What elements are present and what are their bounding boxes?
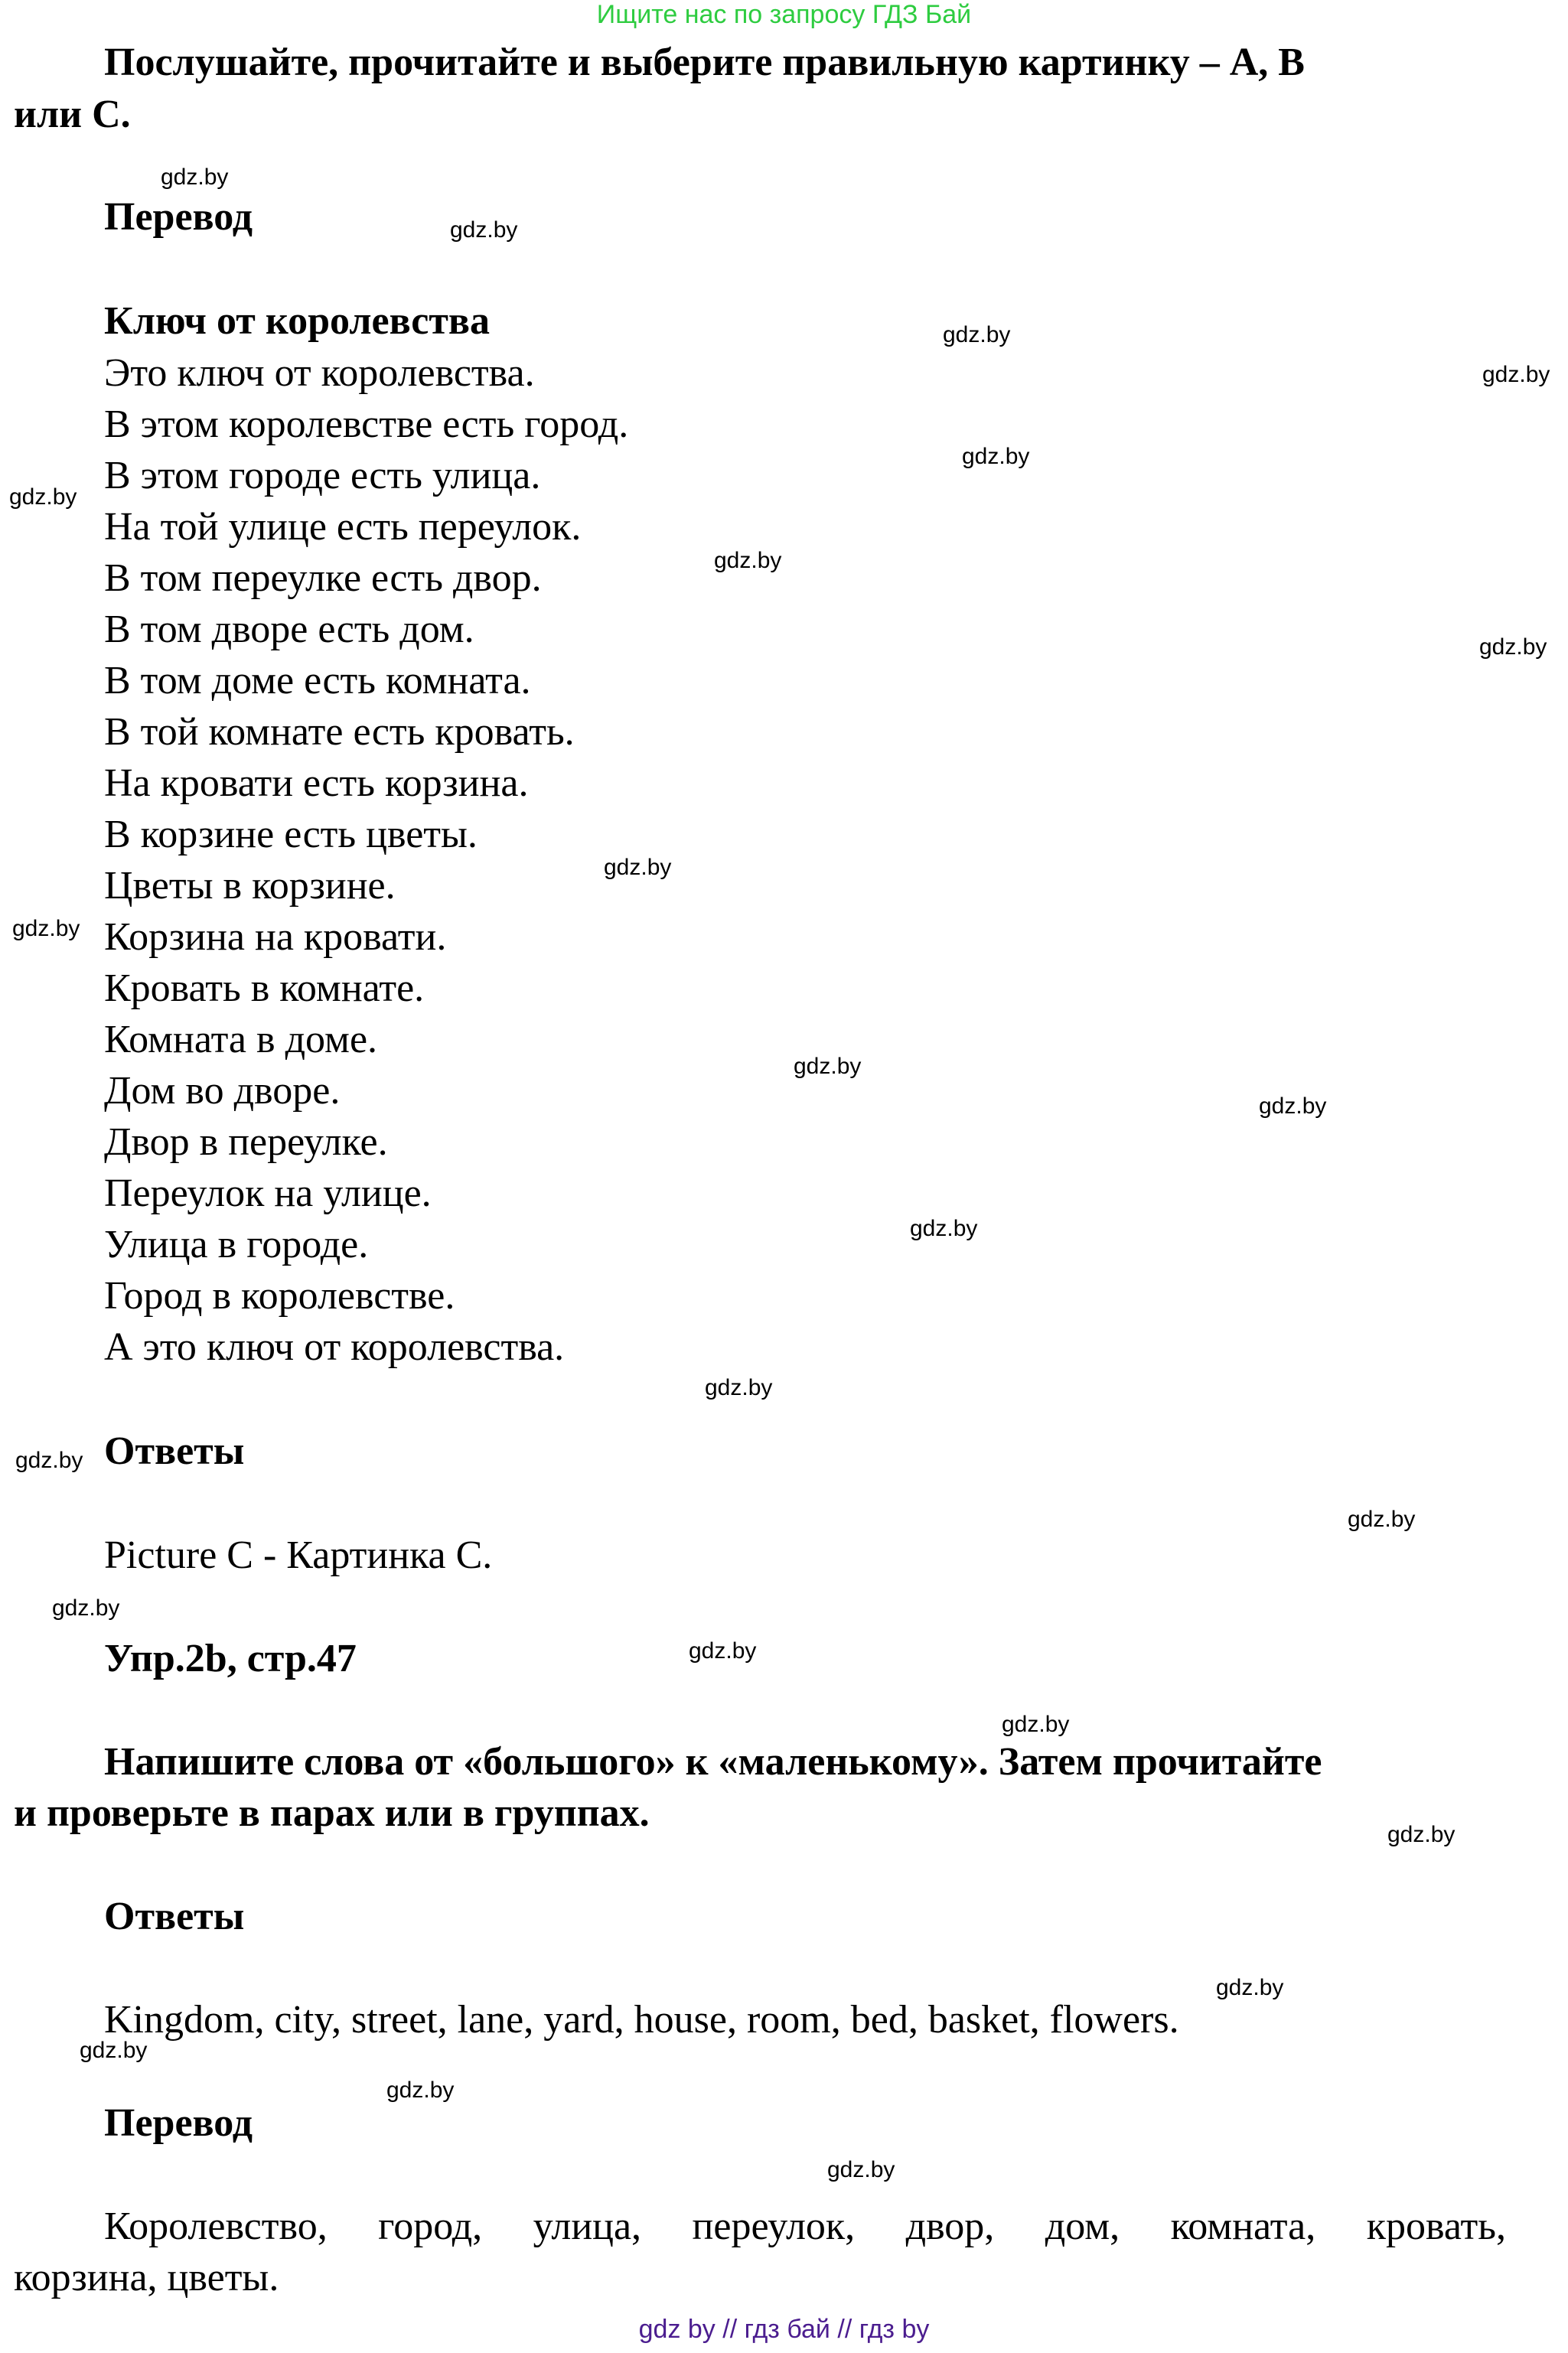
watermark: gdz.by (1387, 1822, 1456, 1847)
poem-line: На той улице есть переулок. (104, 505, 582, 549)
poem-line: В том дворе есть дом. (104, 608, 474, 651)
task2-translation-line2: корзина, цветы. (14, 2256, 279, 2299)
watermark: gdz.by (714, 548, 782, 573)
task1-instruction-line2: или C. (14, 93, 131, 136)
watermark: gdz.by (962, 444, 1030, 469)
task2-answer: Kingdom, city, street, lane, yard, house, room, bed, basket, flowers. (104, 1998, 1179, 2042)
task2-answers-heading: Ответы (104, 1895, 245, 1938)
watermark: gdz.by (9, 484, 77, 510)
poem-line: В том переулке есть двор. (104, 556, 542, 600)
task2-instruction-line2: и проверьте в парах или в группах. (14, 1791, 650, 1835)
poem-line: В этом городе есть улица. (104, 454, 541, 497)
watermark: gdz.by (1002, 1712, 1070, 1737)
footer-links[interactable]: gdz by // гдз бай // гдз by (638, 2315, 930, 2344)
poem-line: В том доме есть комната. (104, 659, 531, 702)
watermark: gdz.by (450, 217, 518, 243)
watermark: gdz.by (910, 1216, 978, 1241)
poem-line: Кровать в комнате. (104, 966, 425, 1010)
top-banner[interactable]: Ищите нас по запросу ГДЗ Бай (596, 0, 972, 29)
watermark: gdz.by (1216, 1975, 1284, 2000)
watermark: gdz.by (15, 1448, 83, 1473)
poem-line: В этом королевстве есть город. (104, 402, 629, 446)
task1-instruction-line1: Послушайте, прочитайте и выберите правильную картинку – A, B (104, 41, 1305, 84)
watermark: gdz.by (1259, 1093, 1327, 1119)
watermark: gdz.by (689, 1638, 757, 1664)
watermark: gdz.by (705, 1375, 773, 1400)
watermark: gdz.by (1479, 634, 1547, 660)
poem-line: Двор в переулке. (104, 1120, 388, 1164)
watermark: gdz.by (12, 916, 80, 941)
poem-title: Ключ от королевства (104, 299, 491, 343)
watermark: gdz.by (1348, 1507, 1416, 1532)
poem-line: Цветы в корзине. (104, 864, 396, 908)
task2-instruction-line1: Напишите слова от «большого» к «маленькому». Затем прочитайте (104, 1740, 1322, 1784)
task2-translation-line1: Королевство, город, улица, переулок, двор, дом, комната, кровать, (104, 2205, 1506, 2248)
watermark: gdz.by (827, 2157, 895, 2182)
watermark: gdz.by (386, 2078, 455, 2103)
watermark: gdz.by (943, 322, 1011, 347)
poem-line: Город в королевстве. (104, 1274, 455, 1318)
poem-line: Комната в доме. (104, 1018, 378, 1061)
watermark: gdz.by (794, 1054, 862, 1079)
poem-line: На кровати есть корзина. (104, 761, 529, 805)
watermark: gdz.by (161, 165, 229, 190)
poem-line: Улица в городе. (104, 1223, 369, 1266)
watermark: gdz.by (604, 855, 672, 880)
poem-line: В корзине есть цветы. (104, 813, 478, 856)
watermark: gdz.by (52, 1595, 120, 1621)
watermark: gdz.by (80, 2038, 148, 2063)
exercise-title: Упр.2b, стр.47 (104, 1637, 357, 1680)
poem-line: Это ключ от королевства. (104, 351, 535, 395)
watermark: gdz.by (1482, 362, 1550, 387)
task1-translation-heading: Перевод (104, 195, 253, 239)
poem-line: А это ключ от королевства. (104, 1325, 565, 1369)
poem-line: В той комнате есть кровать. (104, 710, 575, 754)
poem-line: Дом во дворе. (104, 1069, 341, 1113)
task1-answer: Picture C - Картинка C. (104, 1533, 493, 1577)
poem-line: Переулок на улице. (104, 1172, 432, 1215)
task2-translation-heading: Перевод (104, 2101, 253, 2145)
poem-line: Корзина на кровати. (104, 915, 447, 959)
task1-answers-heading: Ответы (104, 1429, 245, 1473)
